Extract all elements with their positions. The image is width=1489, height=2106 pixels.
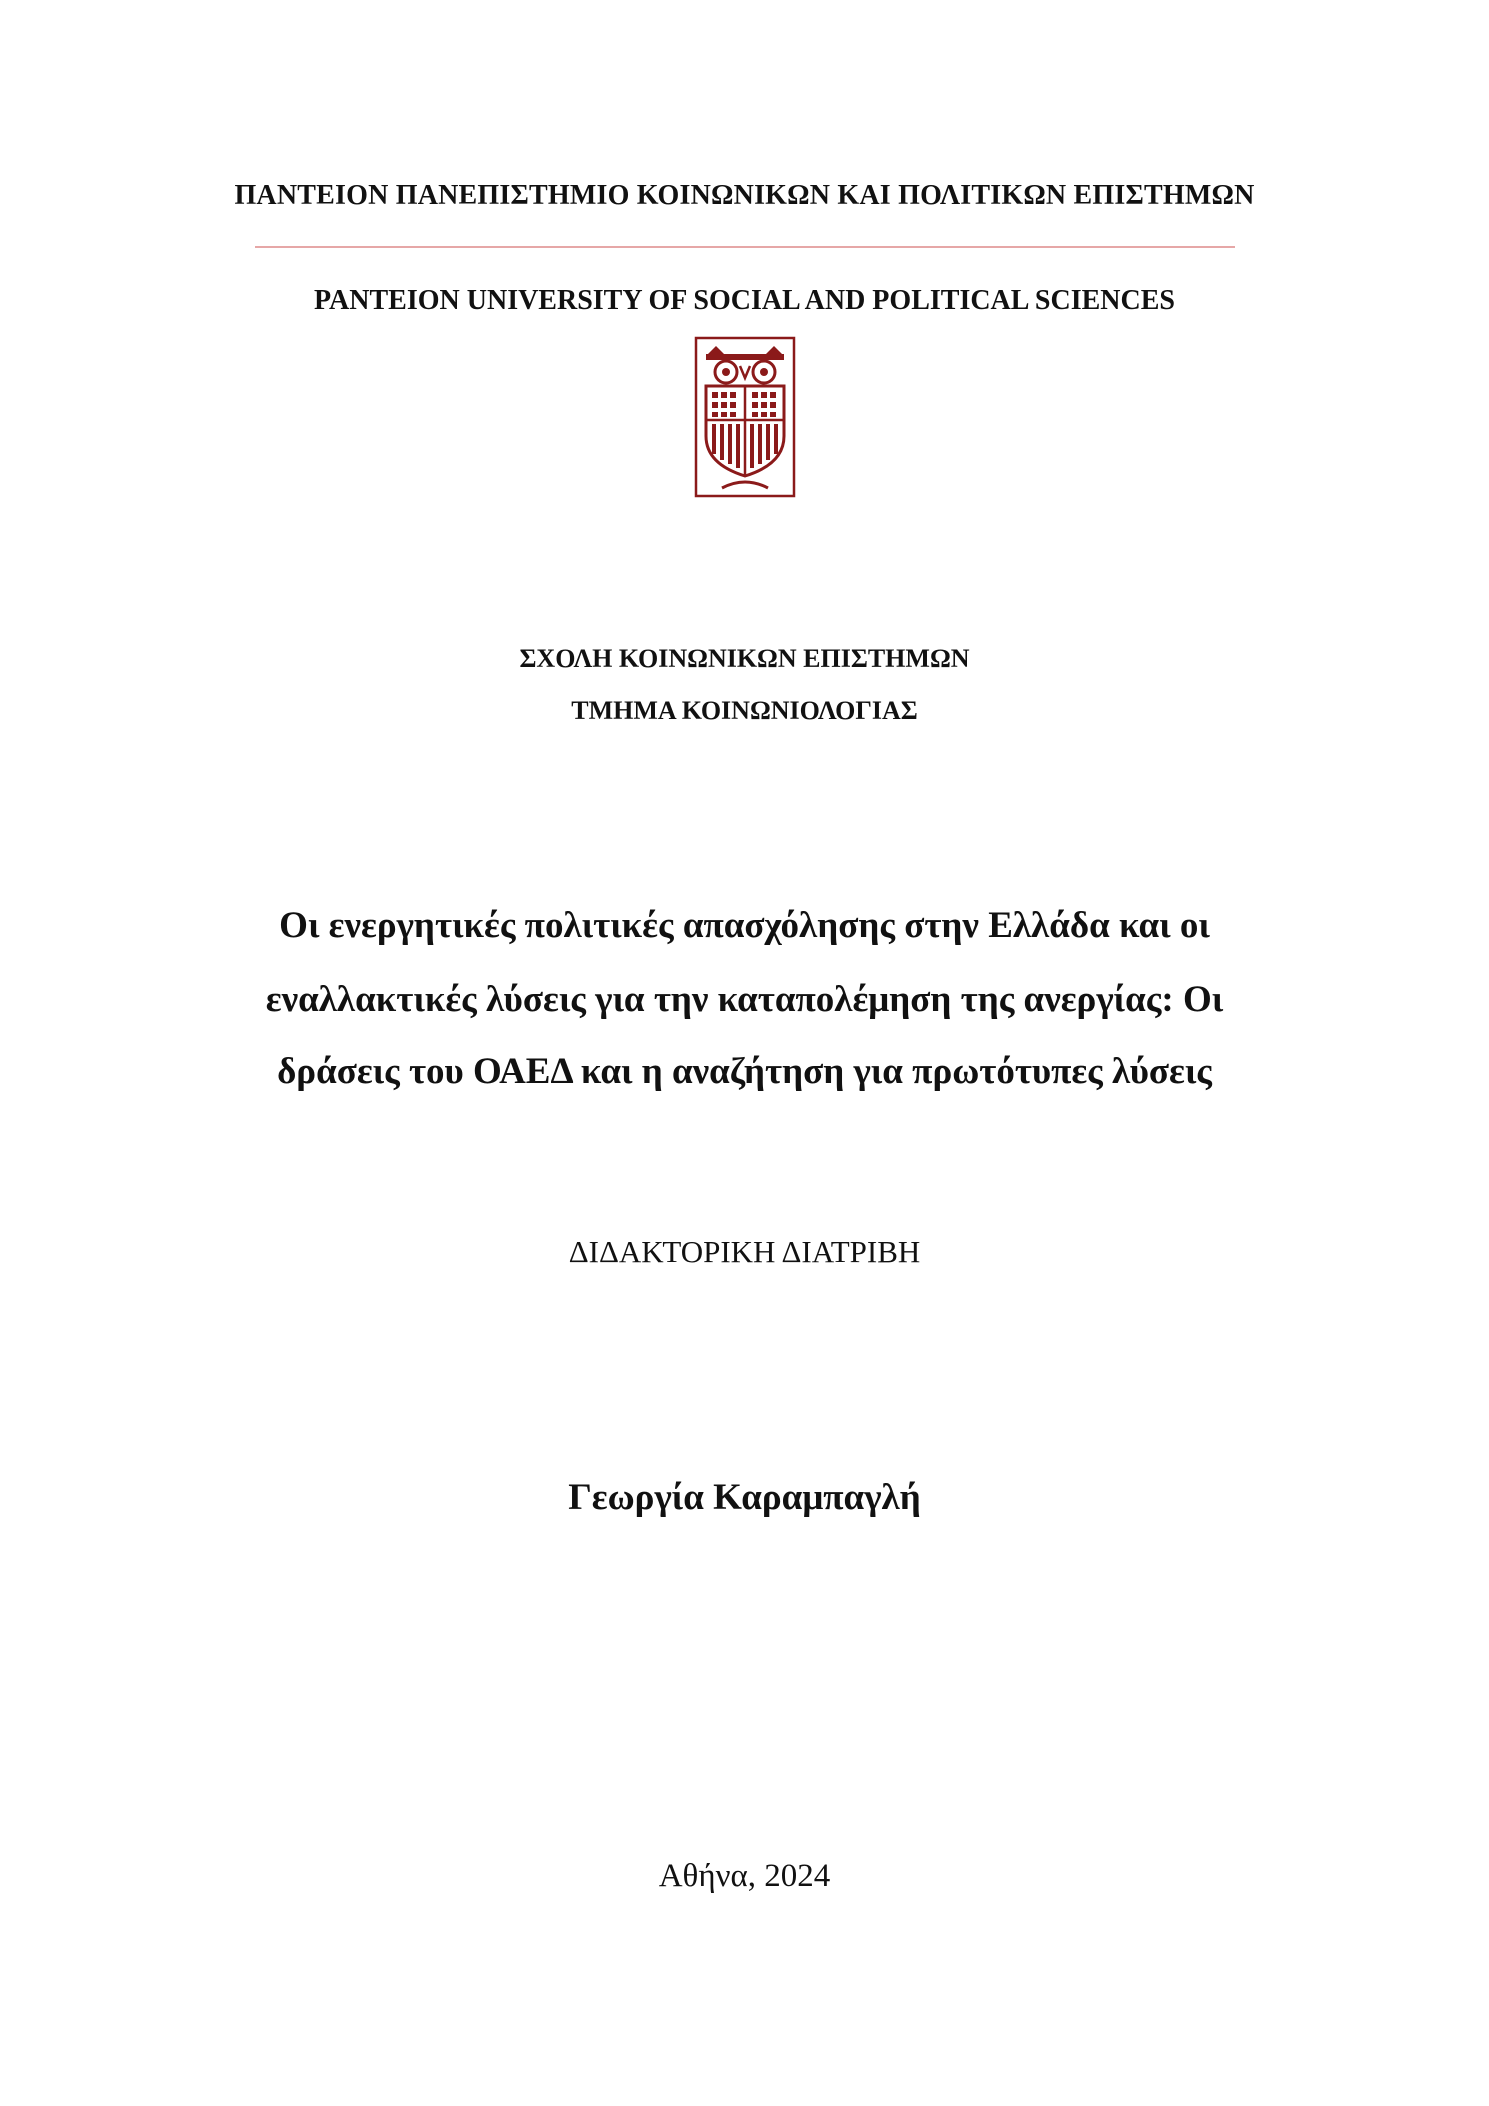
thesis-title-line: Οι ενεργητικές πολιτικές απασχόλησης στην Ελλάδα και οι xyxy=(279,905,1210,946)
thesis-title-line: εναλλακτικές λύσεις για την καταπολέμηση της ανεργίας: Οι xyxy=(265,979,1224,1020)
place-and-date: Αθήνα, 2024 xyxy=(658,1858,831,1894)
university-name-english: PANTEION UNIVERSITY OF SOCIAL AND POLITICAL SCIENCES xyxy=(314,285,1175,316)
thesis-title-line: δράσεις του ΟΑΕΔ και η αναζήτηση για πρωτότυπες λύσεις xyxy=(277,1051,1212,1092)
university-name-greek: ΠΑΝΤΕΙΟΝ ΠΑΝΕΠΙΣΤΗΜΙΟ ΚΟΙΝΩΝΙΚΩΝ ΚΑΙ ΠΟΛΙΤΙΚΩΝ ΕΠΙΣΤΗΜΩΝ xyxy=(234,180,1255,211)
author-name: Γεωργία Καραμπαγλή xyxy=(568,1477,921,1518)
department-name: ΤΜΗΜΑ ΚΟΙΝΩΝΙΟΛΟΓΙΑΣ xyxy=(571,696,918,725)
school-name: ΣΧΟΛΗ ΚΟΙΝΩΝΙΚΩΝ ΕΠΙΣΤΗΜΩΝ xyxy=(519,644,970,673)
header-divider xyxy=(255,246,1235,248)
university-crest-icon xyxy=(694,336,796,498)
document-type: ΔΙΔΑΚΤΟΡΙΚΗ ΔΙΑΤΡΙΒΗ xyxy=(568,1234,921,1269)
